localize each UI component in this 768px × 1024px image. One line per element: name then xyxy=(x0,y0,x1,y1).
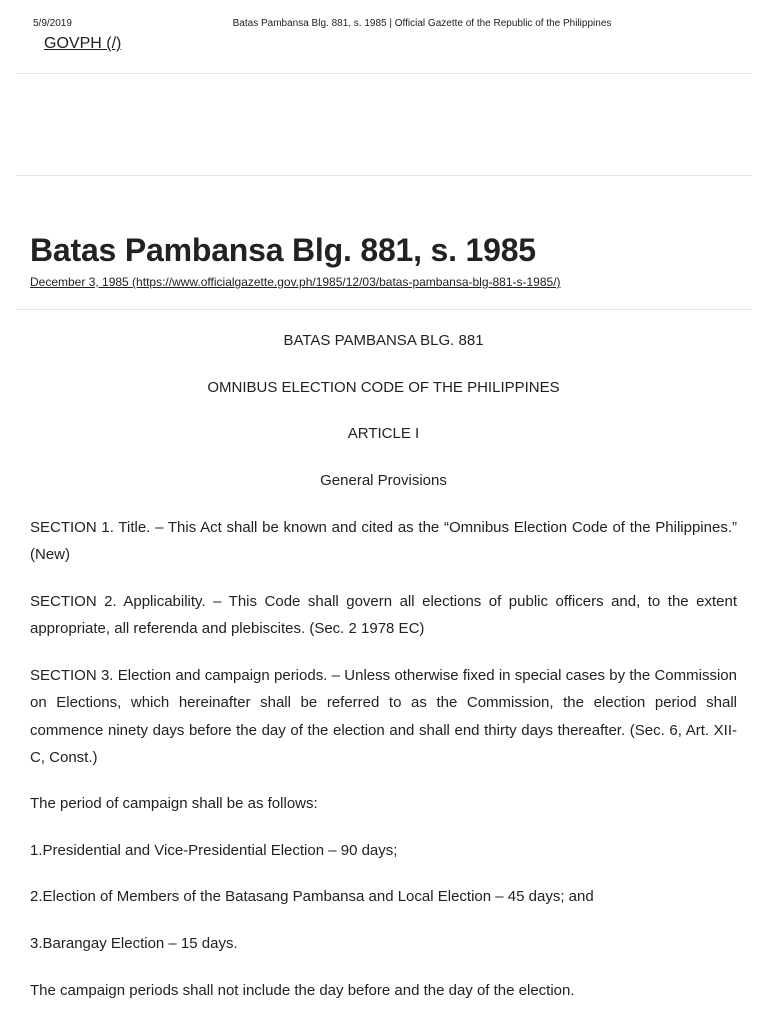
campaign-intro: The period of campaign shall be as follows: xyxy=(30,795,318,812)
article-heading: ARTICLE I xyxy=(347,425,420,442)
banner-divider xyxy=(16,175,752,176)
print-page-title: Batas Pambansa Blg. 881, s. 1985 | Official Gazette of the Republic of the Philippines xyxy=(232,18,612,29)
govph-link[interactable]: GOVPH (/) xyxy=(44,35,122,52)
title-divider xyxy=(16,309,752,310)
header-divider xyxy=(16,73,752,74)
section-2: SECTION 2. Applicability. – This Code shall govern all elections of public officers and, to the extent appropriate, all referenda and plebiscites. (Sec. 2 1978 EC) xyxy=(30,593,737,638)
campaign-note: The campaign periods shall not include the day before and the day of the election. xyxy=(30,982,575,999)
code-title: OMNIBUS ELECTION CODE OF THE PHILIPPINES xyxy=(207,379,560,396)
page-title: Batas Pambansa Blg. 881, s. 1985 xyxy=(30,232,536,268)
publication-date-link[interactable]: December 3, 1985 (https://www.officialgazette.gov.ph/1985/12/03/batas-pambansa-blg-881-s-1985/) xyxy=(30,275,561,289)
list-item: 2.Election of Members of the Batasang Pambansa and Local Election – 45 days; and xyxy=(30,888,594,905)
section-1: SECTION 1. Title. – This Act shall be known and cited as the “Omnibus Election Code of the Philippines.” (New) xyxy=(30,519,737,564)
law-number: BATAS PAMBANSA BLG. 881 xyxy=(283,332,484,349)
section-3: SECTION 3. Election and campaign periods. – Unless otherwise fixed in special cases by the Commission on Elections, which hereinafter shall be referred to as the Commission, the election period shall commence ninety days before the day of the election and shall end thirty days thereafter. (Sec. 6, Art. XII-C, Const.) xyxy=(30,667,737,766)
print-header xyxy=(0,18,768,32)
article-name: General Provisions xyxy=(320,472,447,489)
list-item: 1.Presidential and Vice-Presidential Election – 90 days; xyxy=(30,842,398,859)
print-date: 5/9/2019 xyxy=(33,18,72,29)
list-item: 3.Barangay Election – 15 days. xyxy=(30,935,238,952)
